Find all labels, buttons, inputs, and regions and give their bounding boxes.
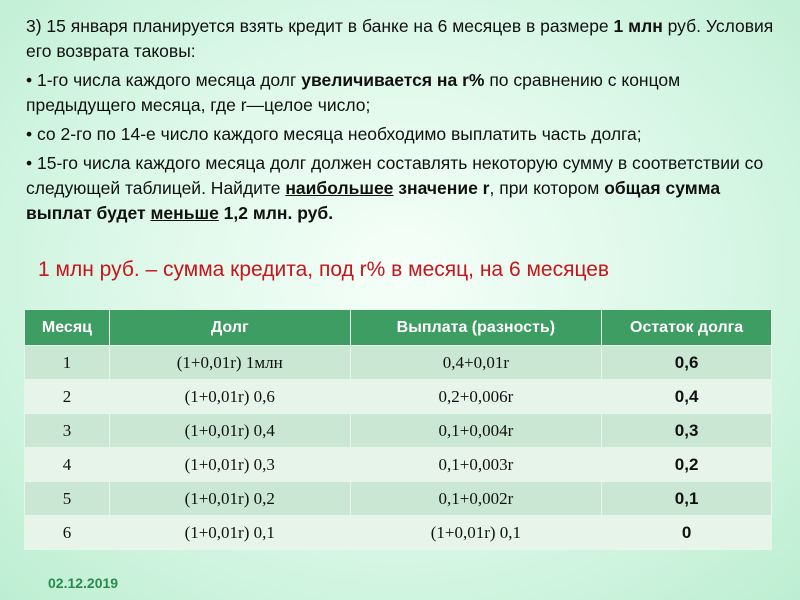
total-emphasis: общая сумма выплат будет <box>26 178 721 223</box>
remainder-cell: 0,6 <box>602 346 772 380</box>
greatest-emphasis: наибольшее <box>285 178 394 198</box>
problem-intro <box>26 14 776 64</box>
remainder-cell: 0,4 <box>602 380 772 414</box>
month-cell: 4 <box>25 448 110 482</box>
payment-cell: 0,1+0,003r <box>350 448 602 482</box>
problem-statement <box>26 14 776 230</box>
table-row <box>25 448 772 482</box>
remainder-cell: 0,2 <box>602 448 772 482</box>
less-emphasis: меньше <box>150 203 219 223</box>
loan-amount: 1 млн <box>613 16 663 36</box>
payment-cell: 0,1+0,004r <box>350 414 602 448</box>
payment-cell: 0,1+0,002r <box>350 482 602 516</box>
condition-3 <box>26 151 776 226</box>
month-cell: 6 <box>25 516 110 550</box>
problem-text: руб. Условия его возврата таковы: <box>26 16 774 61</box>
summary-line: 1 млн руб. – сумма кредита, под r% в месяц, на 6 месяцев <box>38 258 610 281</box>
month-cell: 1 <box>25 346 110 380</box>
month-cell: 2 <box>25 380 110 414</box>
remainder-cell: 0 <box>602 516 772 550</box>
debt-cell: (1+0,01r) 0,6 <box>109 380 350 414</box>
problem-text: , при котором <box>489 178 605 198</box>
header-remainder: Остаток долга <box>602 310 772 346</box>
payment-cell: 0,2+0,006r <box>350 380 602 414</box>
debt-cell: (1+0,01r) 0,4 <box>109 414 350 448</box>
slide-date: 02.12.2019 <box>48 575 119 591</box>
header-payment: Выплата (разность) <box>350 310 602 346</box>
debt-cell: (1+0,01r) 1млн <box>109 346 350 380</box>
table-header-row <box>25 310 772 346</box>
debt-table <box>24 309 772 550</box>
month-cell: 3 <box>25 414 110 448</box>
debt-cell: (1+0,01r) 0,2 <box>109 482 350 516</box>
value-r-emphasis: значение r <box>398 178 490 198</box>
problem-text: по сравнению с концом предыдущего месяца, где r—целое число; <box>26 70 681 115</box>
table-row <box>25 380 772 414</box>
problem-text: • 1-го числа каждого месяца долг <box>26 70 302 90</box>
table-row <box>25 346 772 380</box>
payment-cell: (1+0,01r) 0,1 <box>350 516 602 550</box>
limit-emphasis: 1,2 млн. руб. <box>218 203 334 223</box>
remainder-cell: 0,1 <box>602 482 772 516</box>
condition-2: • со 2-го по 14-е число каждого месяца необходимо выплатить часть долга; <box>26 124 642 144</box>
remainder-cell: 0,3 <box>602 414 772 448</box>
problem-text: 3) 15 января планируется взять кредит в банке на 6 месяцев в размере <box>26 16 614 36</box>
condition-1 <box>26 68 776 118</box>
interest-emphasis: увеличивается на r% <box>301 70 485 90</box>
month-cell: 5 <box>25 482 110 516</box>
debt-cell: (1+0,01r) 0,1 <box>109 516 350 550</box>
table-row <box>25 482 772 516</box>
problem-text: • 15-го числа каждого месяца долг должен составлять некоторую сумму в соответствии со следующей таблицей. Найдите <box>26 153 764 198</box>
payment-cell: 0,4+0,01r <box>350 346 602 380</box>
header-debt: Долг <box>109 310 350 346</box>
header-month: Месяц <box>25 310 110 346</box>
table-row <box>25 414 772 448</box>
table-row <box>25 516 772 550</box>
debt-cell: (1+0,01r) 0,3 <box>109 448 350 482</box>
